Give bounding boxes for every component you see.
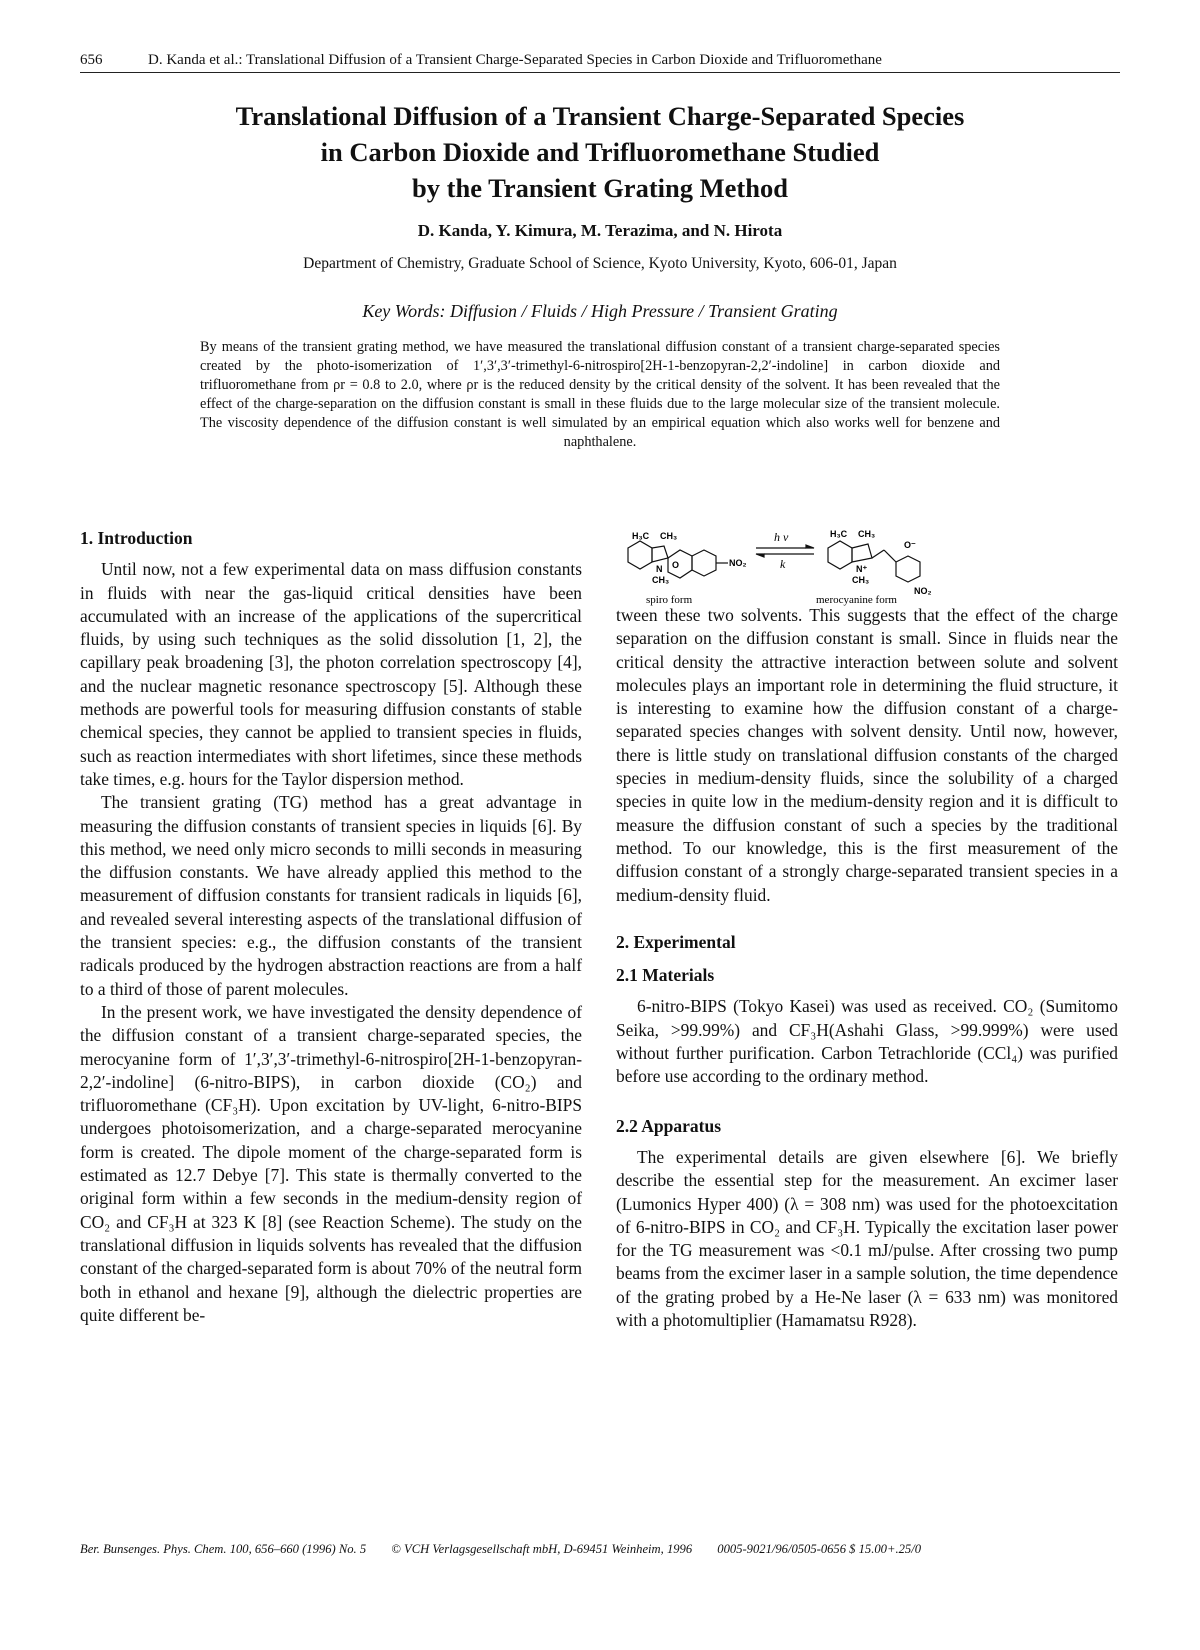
footer-copyright: © VCH Verlagsgesellschaft mbH, D-69451 Weinheim, 1996 xyxy=(391,1542,693,1556)
paragraph: 6-nitro-BIPS (Tokyo Kasei) was used as received. CO₂ (Sumitomo Seika, >99.99%) and CF₃H(Ashahi Glass, >99.999%) were used without further purification. Carbon Tetrachloride (CCl₄) was purified before use according to the ordinary method. xyxy=(616,996,1118,1087)
affiliation: Department of Chemistry, Graduate School of Science, Kyoto University, Kyoto, 606-01, Japan xyxy=(303,255,897,272)
mero-h3c: H₃C xyxy=(830,529,848,539)
arrow-forward-label: h ν xyxy=(774,530,789,544)
subsection-heading-apparatus: 2.2 Apparatus xyxy=(616,1115,722,1136)
reaction-scheme xyxy=(616,528,1116,608)
footer-code: 0005-9021/96/0505-0656 $ 15.00+.25/0 xyxy=(717,1542,921,1556)
merocyanine-form-label: merocyanine form xyxy=(816,594,897,606)
equilibrium-arrows xyxy=(756,545,814,557)
spiro-h3c: H₃C xyxy=(632,531,650,541)
title-line: Translational Diffusion of a Transient Charge-Separated Species xyxy=(235,101,965,131)
authors: D. Kanda, Y. Kimura, M. Terazima, and N. Hirota xyxy=(417,221,783,240)
spiro-ch3-b: CH₃ xyxy=(652,575,670,585)
title-line: by the Transient Grating Method xyxy=(412,173,788,203)
spiro-form-label: spiro form xyxy=(646,594,693,606)
mero-ch3-a: CH₃ xyxy=(858,529,876,539)
spiro-no2: NO₂ xyxy=(729,558,747,568)
paragraph: Until now, not a few experimental data on mass diffusion constants in fluids with near the gas-liquid critical densities have been accumulated with an increase of the applications of the supercritical fluids, by using such techniques as the solid dissolution [1, 2], the capillary peak broadening [3], the photon correlation spectroscopy [4], and the nuclear magnetic resonance spectroscopy [5]. Although these methods are powerful tools for measuring diffusion constants of stable chemical species, they cannot be applied to transient species in fluids, such as reaction intermediates with short lifetimes, since these methods take times, e.g. hours for the Taylor dispersion method. xyxy=(80,559,582,789)
paragraph: The transient grating (TG) method has a great advantage in measuring the diffusion constants of transient species in liquids [6]. By this method, we need only micro seconds to milli seconds in measuring the diffusion constants. We have already applied this method to the measurement of diffusion constants for transient radicals in liquids [6], and revealed several interesting aspects of the translational diffusion of the transient species: e.g., the diffusion constants of the transient radicals produced by the hydrogen abstraction reactions are from a half to a third of those of parent molecules. xyxy=(80,792,582,999)
section-heading-introduction: 1. Introduction xyxy=(80,528,193,548)
left-column xyxy=(80,527,582,1327)
mero-n-plus: N⁺ xyxy=(856,564,868,574)
section-heading-experimental: 2. Experimental xyxy=(616,931,736,952)
paragraph: The experimental details are given elsewhere [6]. We briefly describe the essential step for the measurement. An excimer laser (Lumonics Hyper 400) (λ = 308 nm) was used for the photoexcitation of 6-nitro-BIPS in CO₂ and CF₃H. Typically the excitation laser power for the TG measurement was <0.1 mJ/pulse. After crossing two pump beams from the excimer laser in a sample solution, the time dependence of the grating probed by a He-Ne laser (λ = 633 nm) was monitored with a photomultiplier (Hamamatsu R928). xyxy=(616,1146,1118,1331)
subsection-heading-materials: 2.1 Materials xyxy=(616,965,715,986)
page-footer xyxy=(80,1542,1120,1557)
running-title: D. Kanda et al.: Translational Diffusion of a Transient Charge-Separated Species in Carbon Dioxide and Trifluoromethane xyxy=(148,52,882,68)
paragraph: tween these two solvents. This suggests that the effect of the charge separation on the diffusion constant is small. Since in fluids near the critical density the attractive interaction between solute and solvent molecules plays an important role in determining the fluid structure, it is interesting to examine how the diffusion constant of a charge-separated species changes with solvent density. Until now, however, there is little study on translational diffusion constants of the charged species in medium-density fluids, since the solubility of a charged species in quite low in the medium-density region and it is difficult to measure the diffusion constant of such a species by the traditional method. To our knowledge, this is the first measurement of the diffusion constant of a strongly charge-separated transient species in a medium-density fluid. xyxy=(616,605,1118,905)
spiro-o: O xyxy=(672,560,680,570)
keywords: Key Words: Diffusion / Fluids / High Pressure / Transient Grating xyxy=(362,301,838,321)
article-title xyxy=(100,98,1100,206)
page-number: 656 xyxy=(80,52,103,68)
footer-journal: Ber. Bunsenges. Phys. Chem. 100, 656–660 (1996) No. 5 xyxy=(80,1542,367,1556)
paragraph: In the present work, we have investigated the density dependence of the diffusion constant of a transient charge-separated species, the merocyanine form of 1′,3′,3′-trimethyl-6-nitrospiro[2H-1-benzopyran-2,2′-indoline] (6-nitro-BIPS), in carbon dioxide (CO₂) and trifluoromethane (CF₃H). Upon excitation by UV-light, 6-nitro-BIPS undergoes photoisomerization, and a charge-separated merocyanine form is created. The dipole moment of the charge-separated form is estimated as 12.7 Debye [7]. This state is thermally converted to the original form within a few seconds in the medium-density region of CO₂ and CF₃H at 323 K [8] (see Reaction Scheme). The study on the translational diffusion in liquids solvents has revealed that the diffusion constant of the charged-separated form is about 70% of the neutral form both in ethanol and hexane [9], although the dielectric properties are quite different be- xyxy=(80,1001,582,1325)
mero-ch3-b: CH₃ xyxy=(852,575,870,585)
arrow-back-label: k xyxy=(780,557,786,571)
abstract: By means of the transient grating method, we have measured the translational diffusion constant of a transient charge-separated species created by the photo-isomerization of 1′,3′,3′-trimethyl-6-nitrospiro[2H-1-benzopyran-2,2′-indoline] in carbon dioxide and trifluoromethane from ρr = 0.8 to 2.0, where ρr is the reduced density by the critical density of the solvent. It has been revealed that the effect of the charge-separation on the diffusion constant is small in these fluids due to the large molecular size of the transient molecule. The viscosity dependence of the diffusion constant is well simulated by an empirical equation which also works well for benzene and naphthalene. xyxy=(200,339,1000,450)
mero-no2: NO₂ xyxy=(914,586,932,596)
title-line: in Carbon Dioxide and Trifluoromethane Studied xyxy=(320,137,880,167)
spiro-ch3-a: CH₃ xyxy=(660,531,678,541)
running-header xyxy=(80,52,1120,73)
right-column xyxy=(616,604,1118,1332)
mero-o-minus: O⁻ xyxy=(904,540,916,550)
spiro-n: N xyxy=(656,564,663,574)
